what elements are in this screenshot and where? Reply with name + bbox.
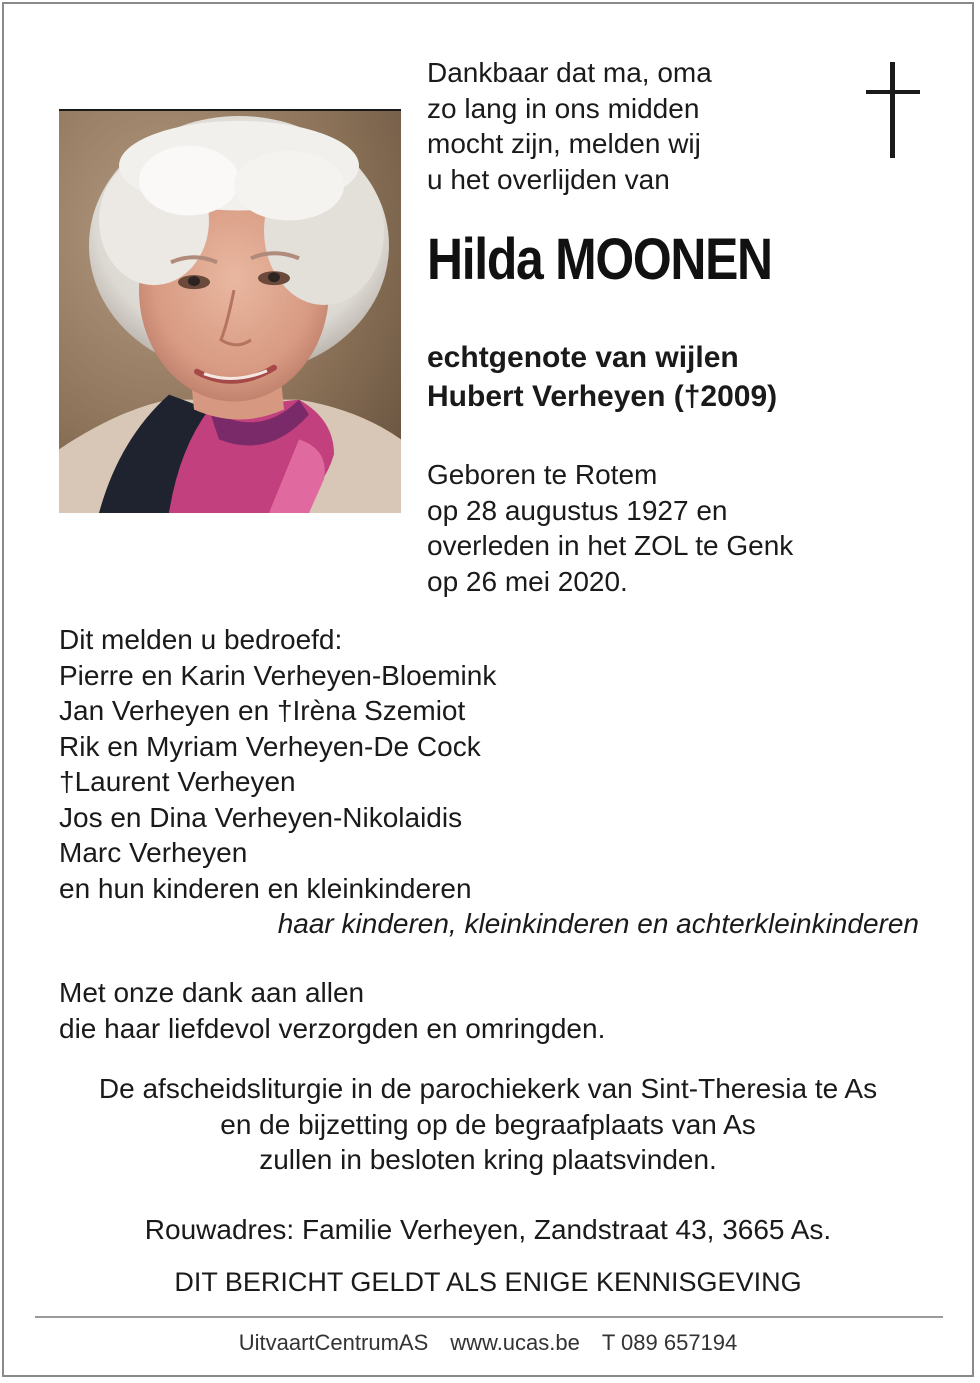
mourners-line: Jan Verheyen en †Irèna Szemiot: [59, 695, 466, 726]
portrait-photo: [59, 109, 401, 513]
mourners-list: [59, 622, 919, 942]
intro-line: zo lang in ons midden: [427, 92, 700, 124]
birth-line: overleden in het ZOL te Genk: [427, 530, 794, 561]
cross-icon: [862, 60, 924, 160]
official-notice: DIT BERICHT GELDT ALS ENIGE KENNISGEVING: [174, 1267, 802, 1297]
birth-death-details: [427, 457, 793, 599]
mourning-address: Rouwadres: Familie Verheyen, Zandstraat 43, 3665 As.: [144, 1214, 832, 1245]
thanks-line: die haar liefdevol verzorgden en omringden.: [59, 1012, 606, 1044]
mourners-line: Rik en Myriam Verheyen-De Cock: [59, 730, 481, 762]
mourners-line: Jos en Dina Verheyen-Nikolaidis: [59, 801, 463, 833]
footer-company: UitvaartCentrumAS: [238, 1330, 429, 1355]
birth-line: op 26 mei 2020.: [427, 565, 628, 597]
birth-line: Geboren te Rotem: [427, 459, 658, 490]
spouse-line: Hubert Verheyen (†2009): [427, 380, 778, 413]
mourners-signature: haar kinderen, kleinkinderen en achterkleinkinderen: [277, 908, 919, 939]
mourners-line: Pierre en Karin Verheyen-Bloemink: [59, 659, 497, 691]
liturgy-line: zullen in besloten kring plaatsvinden.: [259, 1144, 717, 1175]
mourners-line: Marc Verheyen: [59, 837, 248, 868]
spouse-line: echtgenote van wijlen: [427, 341, 739, 374]
intro-line: Dankbaar dat ma, oma: [427, 57, 712, 88]
spouse-text: [427, 338, 777, 416]
liturgy-text: [40, 1071, 936, 1178]
liturgy-line: en de bijzetting op de begraafplaats van As: [220, 1108, 756, 1140]
portrait-image: [59, 111, 401, 513]
footer-divider: [35, 1316, 943, 1318]
intro-line: u het overlijden van: [427, 163, 670, 195]
liturgy-line: De afscheidsliturgie in de parochiekerk van Sint-Theresia te As: [98, 1073, 878, 1104]
mourners-line: en hun kinderen en kleinkinderen: [59, 872, 472, 904]
thanks-line: Met onze dank aan allen: [59, 977, 365, 1008]
deceased-name: Hilda MOONEN: [427, 227, 772, 292]
mourners-line: †Laurent Verheyen: [59, 766, 296, 797]
thanks-text: [59, 975, 605, 1046]
intro-text: [427, 55, 712, 197]
mourners-line: Dit melden u bedroefd:: [59, 624, 343, 655]
footer-phone: T 089 657194: [601, 1330, 738, 1355]
birth-line: op 28 augustus 1927 en: [427, 494, 728, 526]
footer: [40, 1328, 936, 1358]
footer-website[interactable]: www.ucas.be: [450, 1330, 580, 1355]
intro-line: mocht zijn, melden wij: [427, 128, 701, 159]
